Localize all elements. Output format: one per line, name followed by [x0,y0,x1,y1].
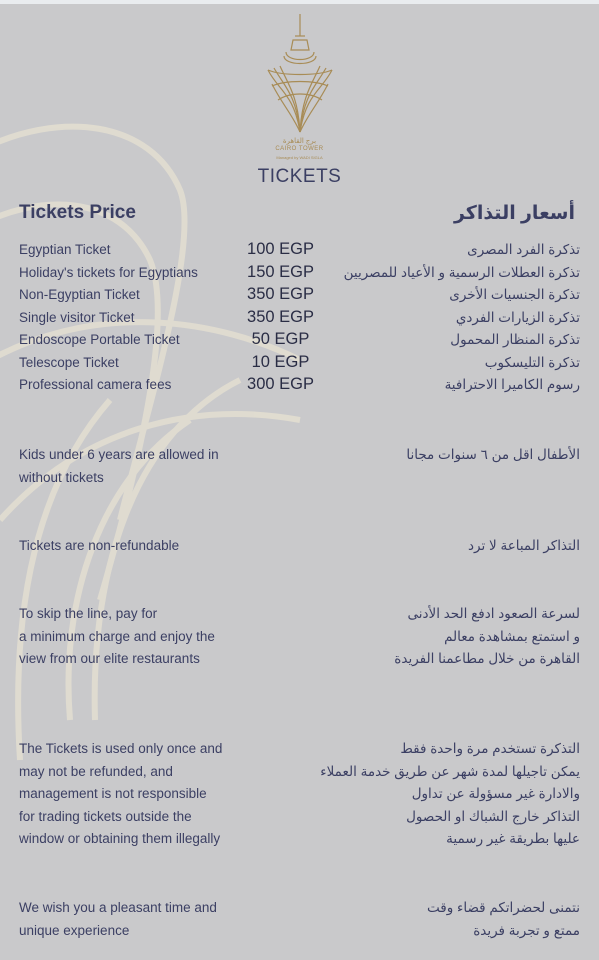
note-line: The Tickets is used only once and [19,741,223,756]
ticket-name-ar: تذكرة الجنسيات الأخرى [449,287,580,302]
note-line: a minimum charge and enjoy the [19,628,215,644]
note-line: التذكرة تستخدم مرة واحدة فقط [400,741,580,756]
note-line: To skip the line, pay for [19,606,158,621]
note-refund-ar [468,535,580,558]
note-line: Tickets are non-refundable [19,538,180,553]
prices-heading-en: Tickets Price [19,202,136,223]
note-line: عليها بطريقة غير رسمية [446,831,580,846]
note-line: والادارة غير مسؤولة عن تداول [411,786,580,801]
ticket-name-ar: رسوم الكاميرا الاحترافية [444,377,580,392]
note-line: لسرعة الصعود ادفع الحد الأدنى [407,606,580,621]
note-line: التذاكر خارج الشباك او الحصول [406,808,580,824]
note-line: ممتع و تجربة فريدة [473,922,580,938]
note-line: management is not responsible [19,786,207,801]
ticket-name-en: Professional camera fees [19,377,172,392]
note-wish-ar [427,897,580,942]
note-line: We wish you a pleasant time and [19,900,217,915]
ticket-name-ar: تذكرة الزيارات الفردي [455,309,580,325]
ticket-name-en: Single visitor Ticket [19,309,135,325]
ticket-row [0,352,599,377]
note-line: for trading tickets outside the [19,808,192,824]
note-line: نتمنى لحضراتكم قضاء وقت [427,900,580,915]
note-line: الأطفال اقل من ٦ سنوات مجانا [406,447,580,462]
note-kids-en [19,444,219,489]
ticket-name-en: Endoscope Portable Ticket [19,332,180,347]
note-line: القاهرة من خلال مطاعمنا الفريدة [394,651,580,666]
note-line: يمكن تاجيلها لمدة شهر عن طريق خدمة العملاء [320,763,580,779]
note-line: may not be refunded, and [19,763,173,779]
ticket-row [0,242,599,264]
cairo-tower-logo [262,14,338,136]
ticket-row [0,262,599,287]
logo-arabic-name: برج القاهرة [282,138,317,145]
note-skip-line-ar [394,603,580,671]
note-kids-ar [406,444,580,467]
ticket-name-ar: تذكرة الفرد المصرى [467,242,580,257]
note-wish-en [19,897,217,942]
ticket-price: 100 EGP [247,240,314,258]
note-line: و استمتع بمشاهدة معالم [444,628,580,644]
ticket-name-en: Non-Egyptian Ticket [19,287,140,302]
ticket-price: 150 EGP [247,262,314,281]
ticket-name-en: Holiday's tickets for Egyptians [19,264,198,280]
note-skip-line-en [19,603,215,671]
ticket-row [0,307,599,332]
logo-managed-by: Managed by WADI SIGLA [276,155,323,160]
page-title: TICKETS [257,166,342,187]
ticket-name-ar: تذكرة العطلات الرسمية و الأعياد للمصريين [343,264,580,280]
ticket-price: 350 EGP [247,285,314,303]
note-line: التذاكر المباعة لا ترد [468,538,580,553]
ticket-name-ar: تذكرة التليسكوب [484,354,580,370]
note-usage-en [19,738,222,851]
ticket-row [0,332,599,354]
ticket-name-en: Telescope Ticket [19,354,119,370]
ticket-price: 350 EGP [247,307,314,326]
ticket-price: 50 EGP [251,330,310,348]
prices-heading-ar: أسعار التذاكر [453,203,575,224]
logo-english-name: CAIRO TOWER [275,146,324,152]
ticket-name-en: Egyptian Ticket [19,242,111,257]
note-line: view from our elite restaurants [19,651,200,666]
note-line: Kids under 6 years are allowed in [19,447,219,462]
ticket-row [0,287,599,309]
ticket-name-ar: تذكرة المنظار المحمول [450,332,580,347]
note-line: unique experience [19,922,130,938]
note-usage-ar [320,738,580,851]
note-line: without tickets [19,469,104,485]
ticket-price: 300 EGP [247,375,314,393]
ticket-price: 10 EGP [251,352,310,371]
ticket-row [0,377,599,399]
note-line: window or obtaining them illegally [19,831,221,846]
note-refund-en [19,535,179,558]
